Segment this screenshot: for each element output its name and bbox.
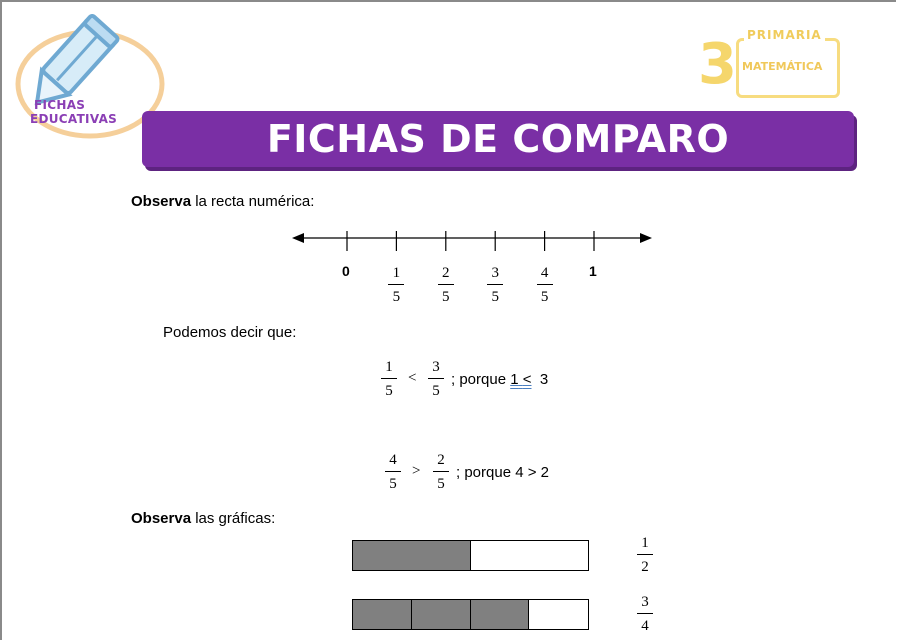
tick-den: 5 [442, 289, 450, 305]
comp1-reason [451, 371, 548, 388]
tick-label: 1 [589, 263, 597, 279]
right-arrow-icon [640, 233, 652, 243]
number-line [290, 228, 655, 252]
logo-line2: EDUCATIVAS [30, 112, 118, 126]
logo-line1: FICHAS [34, 98, 86, 112]
filled-segment [353, 600, 412, 629]
tick-den: 5 [392, 289, 401, 305]
section1-rest: la recta numérica: [191, 193, 315, 210]
tick-num: 3 [491, 265, 499, 281]
graph-num: 3 [641, 594, 649, 610]
graph-den: 4 [641, 618, 649, 634]
section1-instruction [131, 193, 314, 210]
section1-bold: Observa [131, 193, 192, 210]
filled-segment [471, 600, 530, 629]
comp2-operator: > [412, 463, 421, 479]
comp2-a-den: 5 [389, 476, 397, 492]
badge-number: 3 [698, 32, 737, 97]
badge-level: PRIMARIA [744, 28, 825, 42]
tick-den: 5 [540, 289, 549, 305]
left-arrow-icon [292, 233, 304, 243]
tick-label: 0 [342, 263, 350, 279]
comp1-fraction-b [428, 358, 444, 400]
tick-fraction-label [388, 264, 404, 306]
comp1-a-den: 5 [385, 383, 393, 399]
graph-num: 1 [641, 535, 649, 551]
tick-num: 2 [442, 265, 450, 281]
empty-segment [471, 541, 589, 570]
tick-fraction-label [438, 264, 454, 306]
tick-fraction-label [537, 264, 553, 306]
comp2-fraction-b [433, 451, 449, 493]
comp2-a-num: 4 [389, 452, 397, 468]
comp2-b-den: 5 [437, 476, 445, 492]
comp1-b-den: 5 [432, 383, 440, 399]
graph-den: 2 [641, 559, 649, 575]
comp1-porque: ; porque [451, 371, 507, 388]
grade-badge [690, 28, 850, 106]
graph-fraction-label [637, 534, 653, 576]
comp1-operator: < [408, 370, 417, 386]
section2-rest: las gráficas: [191, 510, 276, 527]
comp1-b-num: 3 [432, 359, 440, 375]
tick-num: 4 [540, 265, 549, 281]
badge-subject: MATEMÁTICA [742, 60, 823, 73]
fraction-bar-graph [352, 599, 589, 630]
page-title: FICHAS DE COMPARO FRACCIONES [266, 117, 730, 217]
comp1-a-num: 1 [385, 359, 393, 375]
filled-segment [353, 541, 471, 570]
comp1-reason-a: 1 [510, 371, 519, 388]
tick-fraction-label [487, 264, 503, 306]
comp1-reason-b: 3 [539, 371, 549, 388]
section2-instruction [131, 510, 275, 527]
comp2-b-num: 2 [437, 452, 445, 468]
graph-fraction-label [637, 593, 653, 635]
comp1-reason-underlined [510, 371, 531, 388]
empty-segment [529, 600, 588, 629]
tick-num: 1 [392, 265, 401, 281]
podemos-text: Podemos decir que: [163, 324, 297, 341]
tick-den: 5 [491, 289, 499, 305]
fraction-bar-graph [352, 540, 589, 571]
section2-bold: Observa [131, 510, 192, 527]
comp1-reason-op: < [522, 371, 532, 388]
comp2-fraction-a [385, 451, 401, 493]
comp1-fraction-a [381, 358, 397, 400]
comp2-reason: ; porque 4 > 2 [456, 464, 549, 481]
filled-segment [412, 600, 471, 629]
